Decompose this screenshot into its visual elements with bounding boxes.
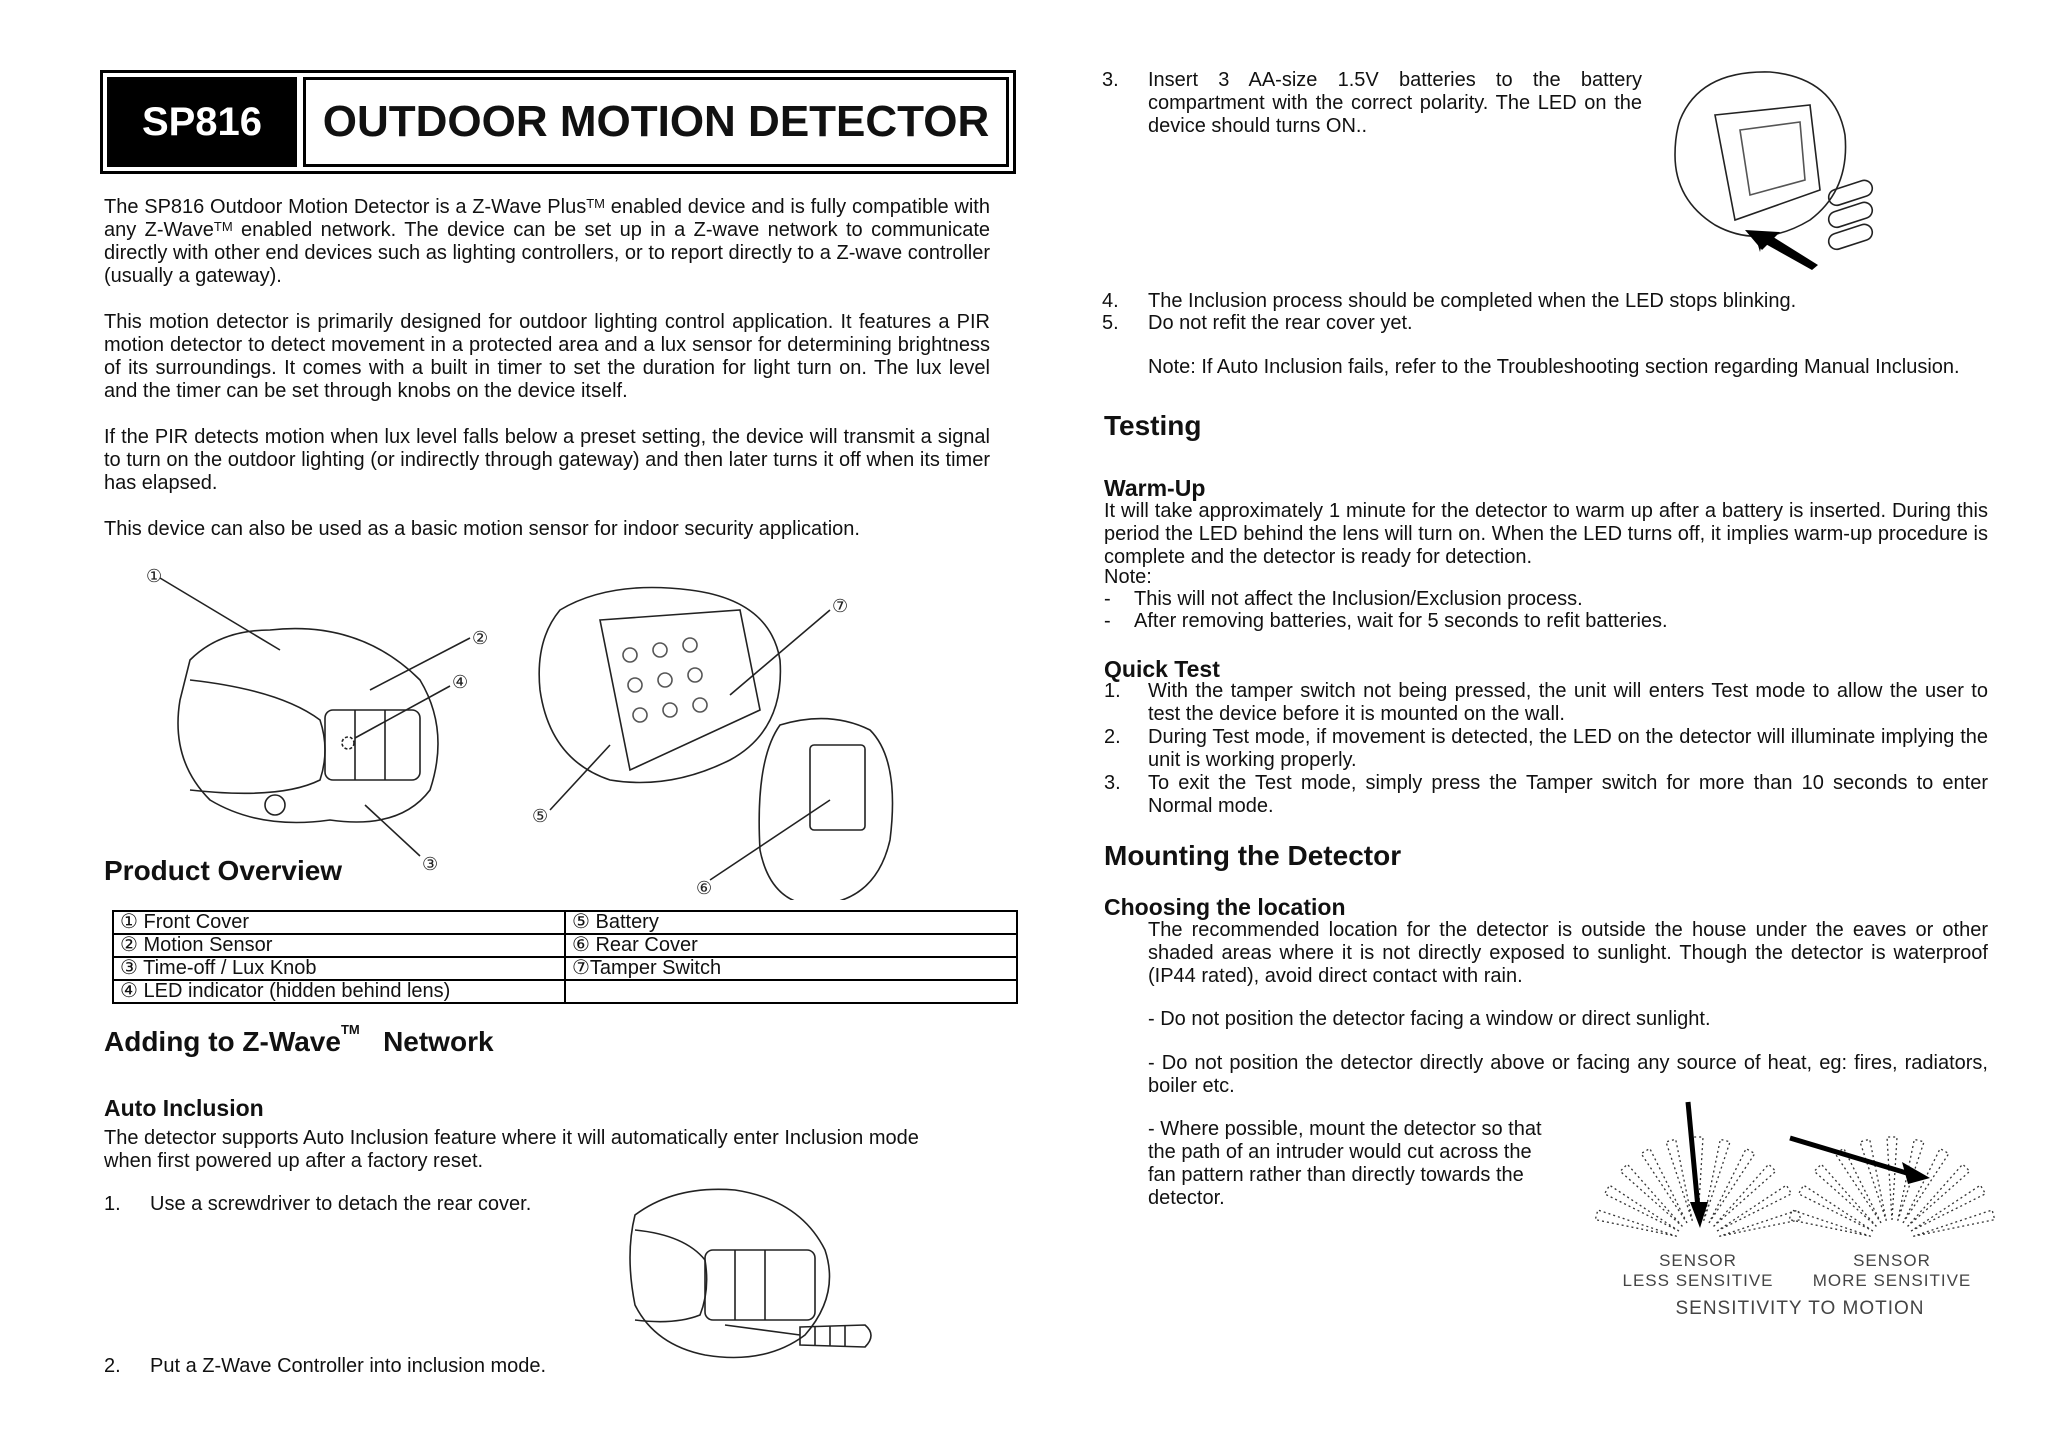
inclusion-note: Note: If Auto Inclusion fails, refer to the Troubleshooting section regarding Manual Inclusion. bbox=[1148, 356, 1960, 378]
callout-7: ⑦ bbox=[832, 596, 849, 616]
page-title: OUTDOOR MOTION DETECTOR bbox=[303, 77, 1009, 167]
location-tip-2: - Do not position the detector directly above or facing any source of heat, eg: fires, radiators, boiler etc. bbox=[1148, 1052, 1988, 1097]
intro-paragraph-2: This motion detector is primarily designed for outdoor lighting control application. It features a PIR motion detector to detect movement in a protected area and a lux sensor for determining brightness of its surroundings. It comes with a built in timer to set the duration for light turn on. The lux level and the timer can be set through knobs on the device itself. bbox=[104, 311, 990, 402]
table-row: ① Front Cover ⑤ Battery bbox=[113, 911, 1017, 934]
screwdriver-illustration bbox=[615, 1175, 885, 1375]
fan-zone bbox=[1605, 1185, 1679, 1231]
warmup-text: It will take approximately 1 minute for the detector to warm up after a battery is inserted. During this period the LED behind the lens will turn on. When the LED turns off, it implies warm-up procedure is complete and the detector is ready for detection. bbox=[1104, 500, 1988, 568]
right-sensitivity-label: MORE SENSITIVE bbox=[1812, 1271, 1972, 1290]
intro-paragraph-4: This device can also be used as a basic motion sensor for indoor security application. bbox=[104, 518, 860, 540]
battery-insert-illustration bbox=[1660, 60, 1880, 270]
overview-table bbox=[112, 910, 1018, 1004]
location-text: The recommended location for the detector is outside the house under the eaves or other shaded areas where it is not directly exposed to sunlight. Though the detector is waterproof (IP44 rated), avoid direct contact with rain. bbox=[1148, 919, 1988, 987]
sensitivity-diagram bbox=[1590, 1090, 2010, 1320]
fan-zone bbox=[1595, 1210, 1676, 1236]
fan-zone bbox=[1799, 1185, 1873, 1231]
fan-zone bbox=[1641, 1149, 1687, 1223]
callout-4: ④ bbox=[452, 672, 469, 692]
location-tip-3: - Where possible, mount the detector so that the path of an intruder would cut across the fan pattern rather than directly towards the detector. bbox=[1148, 1118, 1542, 1209]
fan-zone bbox=[1903, 1149, 1949, 1223]
right-sensor-label: SENSOR bbox=[1853, 1251, 1931, 1270]
warmup-note-label: Note: bbox=[1104, 566, 1152, 588]
fan-zone bbox=[1704, 1139, 1730, 1220]
fan-zone bbox=[1709, 1149, 1755, 1223]
fan-zone bbox=[1911, 1185, 1985, 1231]
product-diagram bbox=[130, 560, 900, 900]
list-item: 2. Put a Z-Wave Controller into inclusion mode. bbox=[104, 1355, 547, 1377]
mounting-heading: Mounting the Detector bbox=[1104, 840, 1402, 871]
list-item: 3. To exit the Test mode, simply press the Tamper switch for more than 10 seconds to enter Normal mode. bbox=[1104, 772, 1988, 817]
fan-pattern-more-sensitive bbox=[1789, 1137, 1994, 1236]
auto-inclusion-heading: Auto Inclusion bbox=[104, 1095, 264, 1121]
location-heading: Choosing the location bbox=[1104, 894, 1346, 920]
list-item: - After removing batteries, wait for 5 seconds to refit batteries. bbox=[1104, 610, 1668, 632]
table-row: ④ LED indicator (hidden behind lens) bbox=[113, 980, 1017, 1003]
quick-test-heading: Quick Test bbox=[1104, 656, 1220, 682]
table-row: ③ Time-off / Lux Knob ⑦Tamper Switch bbox=[113, 957, 1017, 980]
callout-6: ⑥ bbox=[696, 878, 713, 898]
model-code: SP816 bbox=[107, 77, 297, 167]
adding-heading: Adding to Z-Wave™ Network bbox=[104, 1022, 494, 1057]
left-sensor-label: SENSOR bbox=[1659, 1251, 1737, 1270]
fan-zone bbox=[1887, 1137, 1897, 1220]
intro-section bbox=[104, 196, 990, 541]
list-item: - This will not affect the Inclusion/Exclusion process. bbox=[1104, 588, 1583, 610]
auto-inclusion-text: The detector supports Auto Inclusion feature where it will automatically enter Inclusion mode when first powered up after a factory reset. bbox=[104, 1127, 919, 1172]
intro-paragraph-1: The SP816 Outdoor Motion Detector is a Z-Wave Plus™ enabled device and is fully compatible with any Z-Wave™ enabled network. The device can be set up in a Z-wave network to communicate directly with other end devices such as lighting controllers, or to report directly to a Z-wave controller (usually a gateway). bbox=[104, 196, 991, 287]
warmup-heading: Warm-Up bbox=[1104, 475, 1206, 501]
title-box bbox=[100, 70, 1016, 174]
testing-heading: Testing bbox=[1104, 410, 1202, 441]
list-item: 5. Do not refit the rear cover yet. bbox=[1102, 312, 1413, 334]
list-item: 1. With the tamper switch not being pressed, the unit will enters Test mode to allow the user to test the device before it is mounted on the wall. bbox=[1104, 680, 1988, 725]
sensitivity-caption: SENSITIVITY TO MOTION bbox=[1675, 1298, 1925, 1319]
callout-5: ⑤ bbox=[532, 806, 549, 826]
fan-zone bbox=[1789, 1210, 1870, 1236]
intro-paragraph-3: If the PIR detects motion when lux level falls below a preset setting, the device will transmit a signal to turn on the outdoor lighting (or indirectly through gateway) and then later turns it off when its timer has elapsed. bbox=[104, 426, 990, 494]
detector-front-illustration bbox=[178, 629, 438, 823]
left-sensitivity-label: LESS SENSITIVE bbox=[1622, 1271, 1774, 1290]
callout-2: ② bbox=[472, 628, 489, 648]
list-item: 2. During Test mode, if movement is detected, the LED on the detector will illuminate implying the unit is working properly. bbox=[1104, 726, 1988, 771]
table-row: ② Motion Sensor ⑥ Rear Cover bbox=[113, 934, 1017, 957]
product-overview-heading: Product Overview bbox=[104, 855, 343, 886]
callout-3: ③ bbox=[422, 854, 439, 874]
callout-1: ① bbox=[146, 566, 163, 586]
fan-zone bbox=[1717, 1185, 1791, 1231]
list-item: 4. The Inclusion process should be completed when the LED stops blinking. bbox=[1102, 290, 1797, 312]
list-item: 3. Insert 3 AA-size 1.5V batteries to the battery compartment with the correct polarity. The LED on the device should turns ON.. bbox=[1102, 69, 1642, 137]
list-item: 1. Use a screwdriver to detach the rear cover. bbox=[104, 1193, 532, 1215]
location-tip-1: - Do not position the detector facing a window or direct sunlight. bbox=[1148, 1008, 1711, 1030]
quick-test-list bbox=[1104, 680, 1988, 818]
